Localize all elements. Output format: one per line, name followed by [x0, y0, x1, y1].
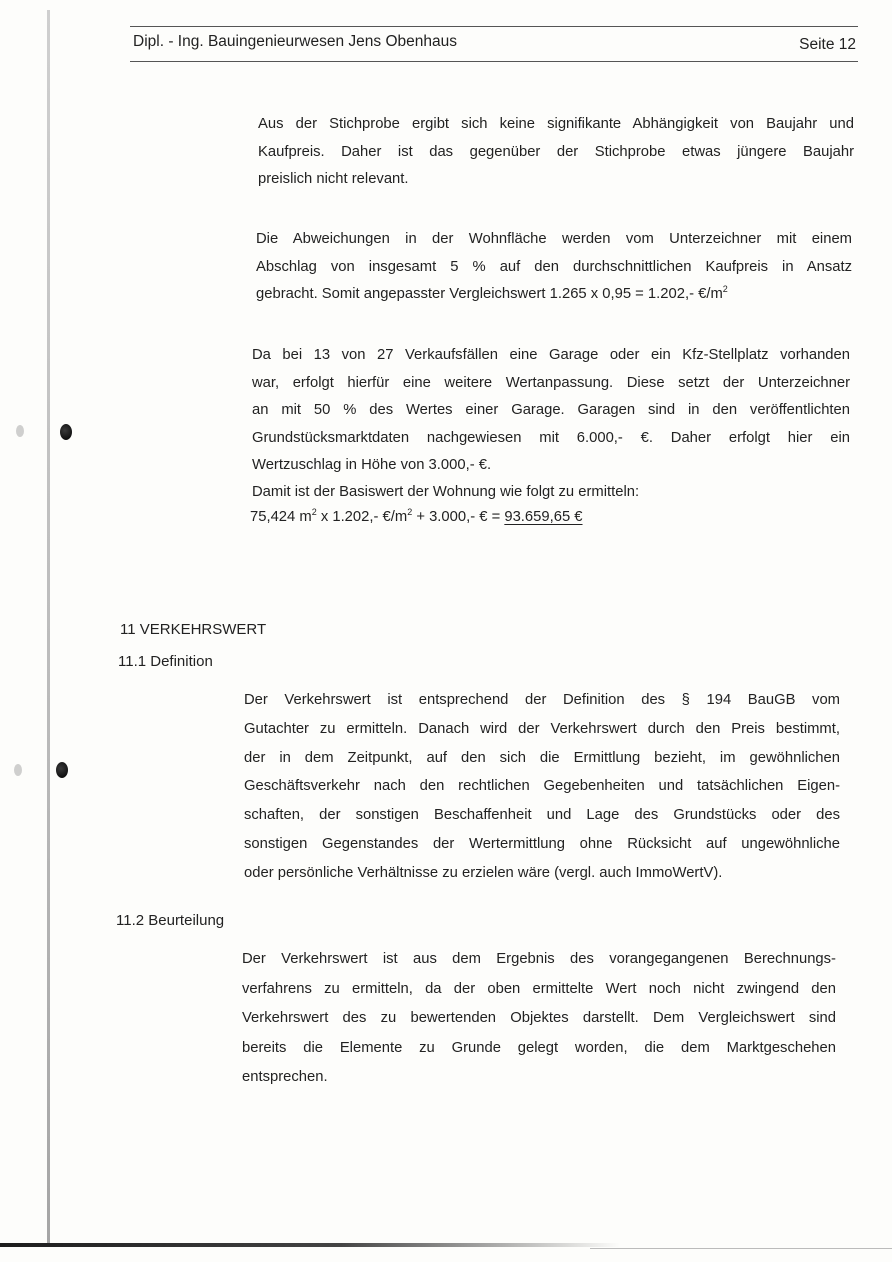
formula-result: 93.659,65 € — [504, 509, 583, 525]
text-line: war, erfolgt hierfür eine weitere Wertanpassung. Diese setzt der Unterzeichner — [252, 374, 850, 391]
punch-hole-top — [60, 424, 72, 440]
text-line: Verkehrswert des zu bewertenden Objektes darstellt. Dem Vergleichswert sind — [242, 1010, 836, 1026]
text-fragment: gebracht. Somit angepasster Vergleichswert 1.265 x 0,95 = 1.202,- €/m — [256, 286, 723, 302]
text-line: Wertzuschlag in Höhe von 3.000,- €. — [252, 457, 492, 473]
text-line — [256, 281, 852, 309]
superscript: 2 — [722, 284, 728, 294]
paragraph-definition — [244, 686, 840, 888]
scan-bottom-edge-line — [590, 1248, 892, 1249]
text-line: Geschäftsverkehr nach den rechtlichen Gegebenheiten und tatsächlichen Eigen- — [244, 778, 840, 795]
text-line: verfahrens zu ermitteln, da der oben ermittelte Wert noch nicht zwingend den — [242, 980, 836, 997]
paragraph-sample — [258, 111, 854, 194]
paragraph-garage — [252, 342, 850, 504]
subsection-heading-definition: 11.1 Definition — [118, 653, 213, 670]
text-line: Damit ist der Basiswert der Wohnung wie folgt zu ermitteln: — [252, 483, 640, 500]
text-line: Gutachter zu ermitteln. Danach wird der Verkehrswert durch den Preis bestimmt, — [244, 720, 840, 737]
text-line: Abschlag von insgesamt 5 % auf den durchschnittlichen Kaufpreis in Ansatz — [256, 258, 852, 275]
superscript: 2 — [407, 507, 413, 517]
text-line: sonstigen Gegenstandes der Wertermittlung ohne Rücksicht auf ungewöhnliche — [244, 835, 840, 852]
text-line: an mit 50 % des Wertes einer Garage. Garagen sind in den veröffentlichten — [252, 402, 850, 418]
punch-hole-shadow — [14, 764, 22, 776]
page-header — [130, 26, 858, 62]
text-line: Da bei 13 von 27 Verkaufsfällen eine Garage oder ein Kfz-Stellplatz vorhanden — [252, 347, 850, 363]
text-line: Kaufpreis. Daher ist das gegenüber der Stichprobe etwas jüngere Baujahr — [258, 143, 854, 160]
text-line: Grundstücksmarktdaten nachgewiesen mit 6.000,- €. Daher erfolgt hier ein — [252, 429, 850, 446]
text-line: Der Verkehrswert ist aus dem Ergebnis des vorangegangenen Berechnungs- — [242, 951, 836, 967]
section-heading: 11 VERKEHRSWERT — [120, 621, 267, 638]
base-value-formula — [250, 509, 583, 525]
paragraph-assessment — [242, 945, 836, 1093]
text-line: preislich nicht relevant. — [258, 171, 409, 187]
page-number: Seite 12 — [799, 36, 856, 53]
paragraph-area-deviation — [256, 226, 852, 309]
text-line: Der Verkehrswert ist entsprechend der Definition des § 194 BauGB vom — [244, 692, 840, 708]
formula-part: + 3.000,- € = — [412, 509, 505, 525]
text-line: entsprechen. — [242, 1069, 328, 1085]
punch-hole-shadow — [16, 425, 24, 437]
text-line: oder persönliche Verhältnisse zu erzielen wäre (vergl. auch ImmoWertV). — [244, 864, 723, 881]
text-line: bereits die Elemente zu Grunde gelegt worden, die dem Marktgeschehen — [242, 1039, 836, 1056]
superscript: 2 — [311, 507, 317, 517]
punch-hole-bottom — [56, 762, 68, 778]
scan-left-edge — [47, 10, 50, 1245]
formula-part: x 1.202,- €/m — [316, 509, 408, 525]
header-author: Dipl. - Ing. Bauingenieurwesen Jens Obenhaus — [133, 33, 457, 50]
text-line: der in dem Zeitpunkt, auf den sich die Ermittlung bezieht, im gewöhnlichen — [244, 749, 840, 766]
text-line: schaften, der sonstigen Beschaffenheit und Lage des Grundstücks oder des — [244, 807, 840, 824]
scan-bottom-edge — [0, 1243, 620, 1247]
text-line: Aus der Stichprobe ergibt sich keine signifikante Abhängigkeit von Baujahr und — [258, 116, 854, 132]
text-line: Die Abweichungen in der Wohnfläche werden vom Unterzeichner mit einem — [256, 231, 852, 247]
formula-part: 75,424 m — [250, 509, 312, 525]
subsection-heading-assessment: 11.2 Beurteilung — [116, 912, 225, 929]
